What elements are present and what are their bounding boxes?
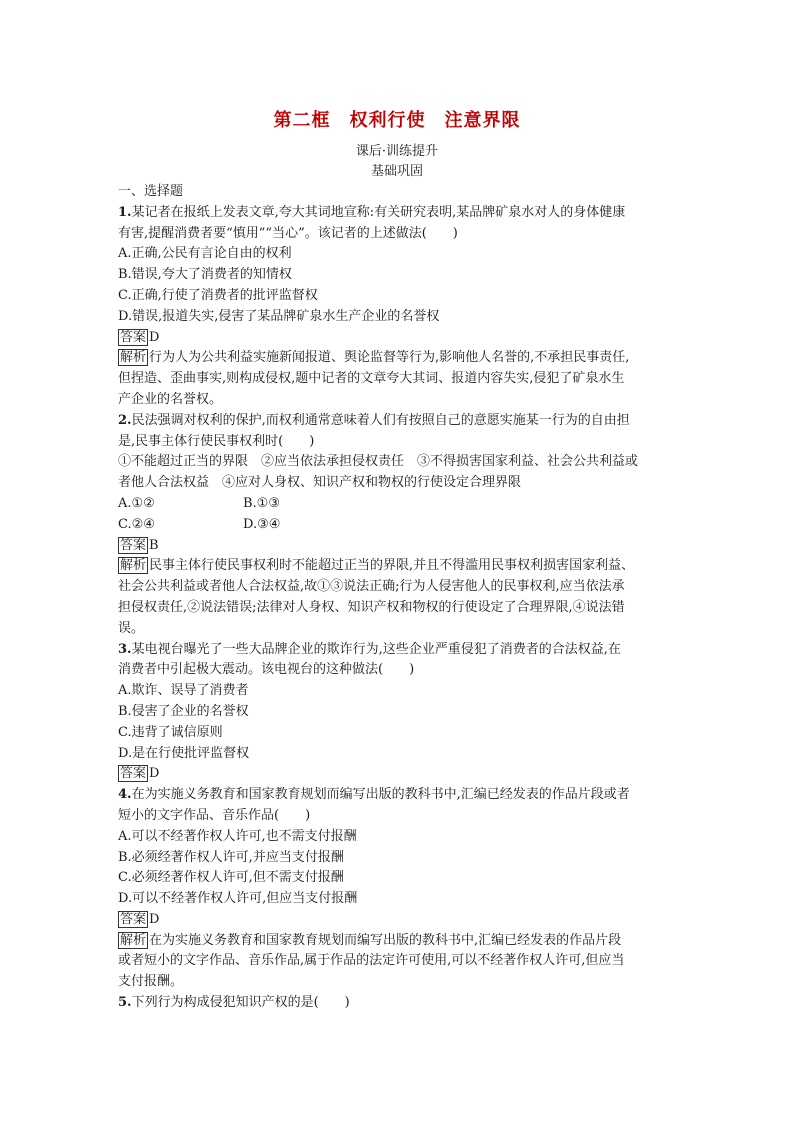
analysis-text: 支付报酬。 bbox=[118, 974, 184, 990]
analysis-text: 担侵权责任,②说法错误;法律对人身权、知识产权和物权的行使设定了合理界限,④说法错 bbox=[118, 599, 625, 615]
question-3 bbox=[118, 640, 686, 786]
analysis-text: 民事主体行使民事权利时不能超过正当的界限,并且不得滥用民事权利损害国家利益、 bbox=[149, 558, 635, 574]
option-a: A.①② bbox=[118, 495, 155, 511]
option-a: A.正确,公民有言论自由的权利 bbox=[118, 246, 292, 262]
question-stem: 某电视台曝光了一些大品牌企业的欺诈行为,这些企业严重侵犯了消费者的合法权益,在 bbox=[131, 641, 621, 657]
question-stem: 是,民事主体行使民事权利时( ) bbox=[118, 433, 315, 449]
question-number: 5. bbox=[118, 995, 132, 1011]
analysis-text: 或者短小的文字作品、音乐作品,属于作品的法定许可使用,可以不经著作权人许可,但应当 bbox=[118, 953, 625, 969]
analysis-tag: 解析 bbox=[120, 558, 147, 574]
option-a: A.可以不经著作权人许可,也不需支付报酬 bbox=[118, 828, 357, 844]
option-c: C.②④ bbox=[118, 516, 155, 532]
page-title: 第二框 权利行使 注意界限 bbox=[273, 110, 521, 131]
question-5 bbox=[118, 993, 686, 1014]
question-stem: 某记者在报纸上发表文章,夸大其词地宣称:有关研究表明,某品牌矿泉水对人的身体健康 bbox=[131, 204, 626, 220]
option-c: C.必须经著作权人许可,但不需支付报酬 bbox=[118, 870, 344, 886]
statement-options: 者他人合法权益 ④应对人身权、知识产权和物权的行使设定合理界限 bbox=[118, 475, 522, 491]
question-4 bbox=[118, 785, 686, 993]
option-a: A.欺诈、误导了消费者 bbox=[118, 683, 249, 699]
question-stem: 消费者中引起极大震动。该电视台的这种做法( ) bbox=[118, 662, 415, 678]
analysis-text: 产企业的名誉权。 bbox=[118, 391, 223, 407]
answer-value: D bbox=[149, 329, 160, 345]
answer-tag: 答案 bbox=[120, 537, 147, 553]
question-number: 1. bbox=[118, 204, 132, 220]
question-1 bbox=[118, 203, 686, 411]
option-d: D.错误,报道失实,侵害了某品牌矿泉水生产企业的名誉权 bbox=[118, 308, 440, 324]
question-stem: 短小的文字作品、音乐作品( ) bbox=[118, 807, 311, 823]
option-c: C.违背了诚信原则 bbox=[118, 724, 223, 740]
question-number: 2. bbox=[118, 412, 132, 428]
option-b: B.必须经著作权人许可,并应当支付报酬 bbox=[118, 849, 344, 865]
section-title: 基础巩固 bbox=[370, 164, 423, 179]
answer-tag: 答案 bbox=[120, 329, 147, 345]
analysis-text: 行为人为公共利益实施新闻报道、舆论监督等行为,影响他人名誉的,不承担民事责任, bbox=[149, 350, 630, 366]
question-list bbox=[118, 182, 686, 1014]
question-2 bbox=[118, 411, 686, 640]
question-stem: 有害,提醒消费者要“慎用”“当心”。该记者的上述做法( ) bbox=[118, 225, 458, 241]
answer-value: B bbox=[149, 537, 159, 553]
part-title: 一、选择题 bbox=[118, 184, 184, 199]
question-stem: 民法强调对权利的保护,而权利通常意味着人们有按照自己的意愿实施某一行为的自由担 bbox=[131, 412, 630, 428]
analysis-text: 误。 bbox=[118, 620, 145, 636]
page-subtitle: 课后·训练提升 bbox=[355, 144, 439, 159]
statement-options: ①不能超过正当的界限 ②应当依法承担侵权责任 ③不得损害国家利益、社会公共利益或 bbox=[118, 454, 639, 470]
option-d: D.可以不经著作权人许可,但应当支付报酬 bbox=[118, 891, 358, 907]
analysis-text: 社会公共利益或者他人合法权益,故①③说法正确;行为人侵害他人的民事权利,应当依法承 bbox=[118, 579, 625, 595]
option-b: B.①③ bbox=[243, 495, 280, 511]
analysis-tag: 解析 bbox=[120, 350, 147, 366]
question-number: 3. bbox=[118, 641, 132, 657]
analysis-text: 在为实施义务教育和国家教育规划而编写出版的教科书中,汇编已经发表的作品片段 bbox=[149, 932, 622, 948]
question-stem: 在为实施义务教育和国家教育规划而编写出版的教科书中,汇编已经发表的作品片段或者 bbox=[131, 787, 630, 803]
option-b: B.错误,夸大了消费者的知情权 bbox=[118, 267, 292, 283]
option-d: D.是在行使批评监督权 bbox=[118, 745, 250, 761]
option-d: D.③④ bbox=[243, 516, 281, 532]
answer-value: D bbox=[149, 911, 160, 927]
question-stem: 下列行为构成侵犯知识产权的是( ) bbox=[131, 995, 350, 1011]
answer-tag: 答案 bbox=[120, 766, 147, 782]
analysis-tag: 解析 bbox=[120, 932, 147, 948]
option-b: B.侵害了企业的名誉权 bbox=[118, 703, 249, 719]
question-number: 4. bbox=[118, 787, 132, 803]
answer-tag: 答案 bbox=[120, 911, 147, 927]
answer-value: D bbox=[149, 766, 160, 782]
analysis-text: 但捏造、歪曲事实,则构成侵权,题中记者的文章夸大其词、报道内容失实,侵犯了矿泉水生 bbox=[118, 371, 625, 387]
option-c: C.正确,行使了消费者的批评监督权 bbox=[118, 287, 318, 303]
